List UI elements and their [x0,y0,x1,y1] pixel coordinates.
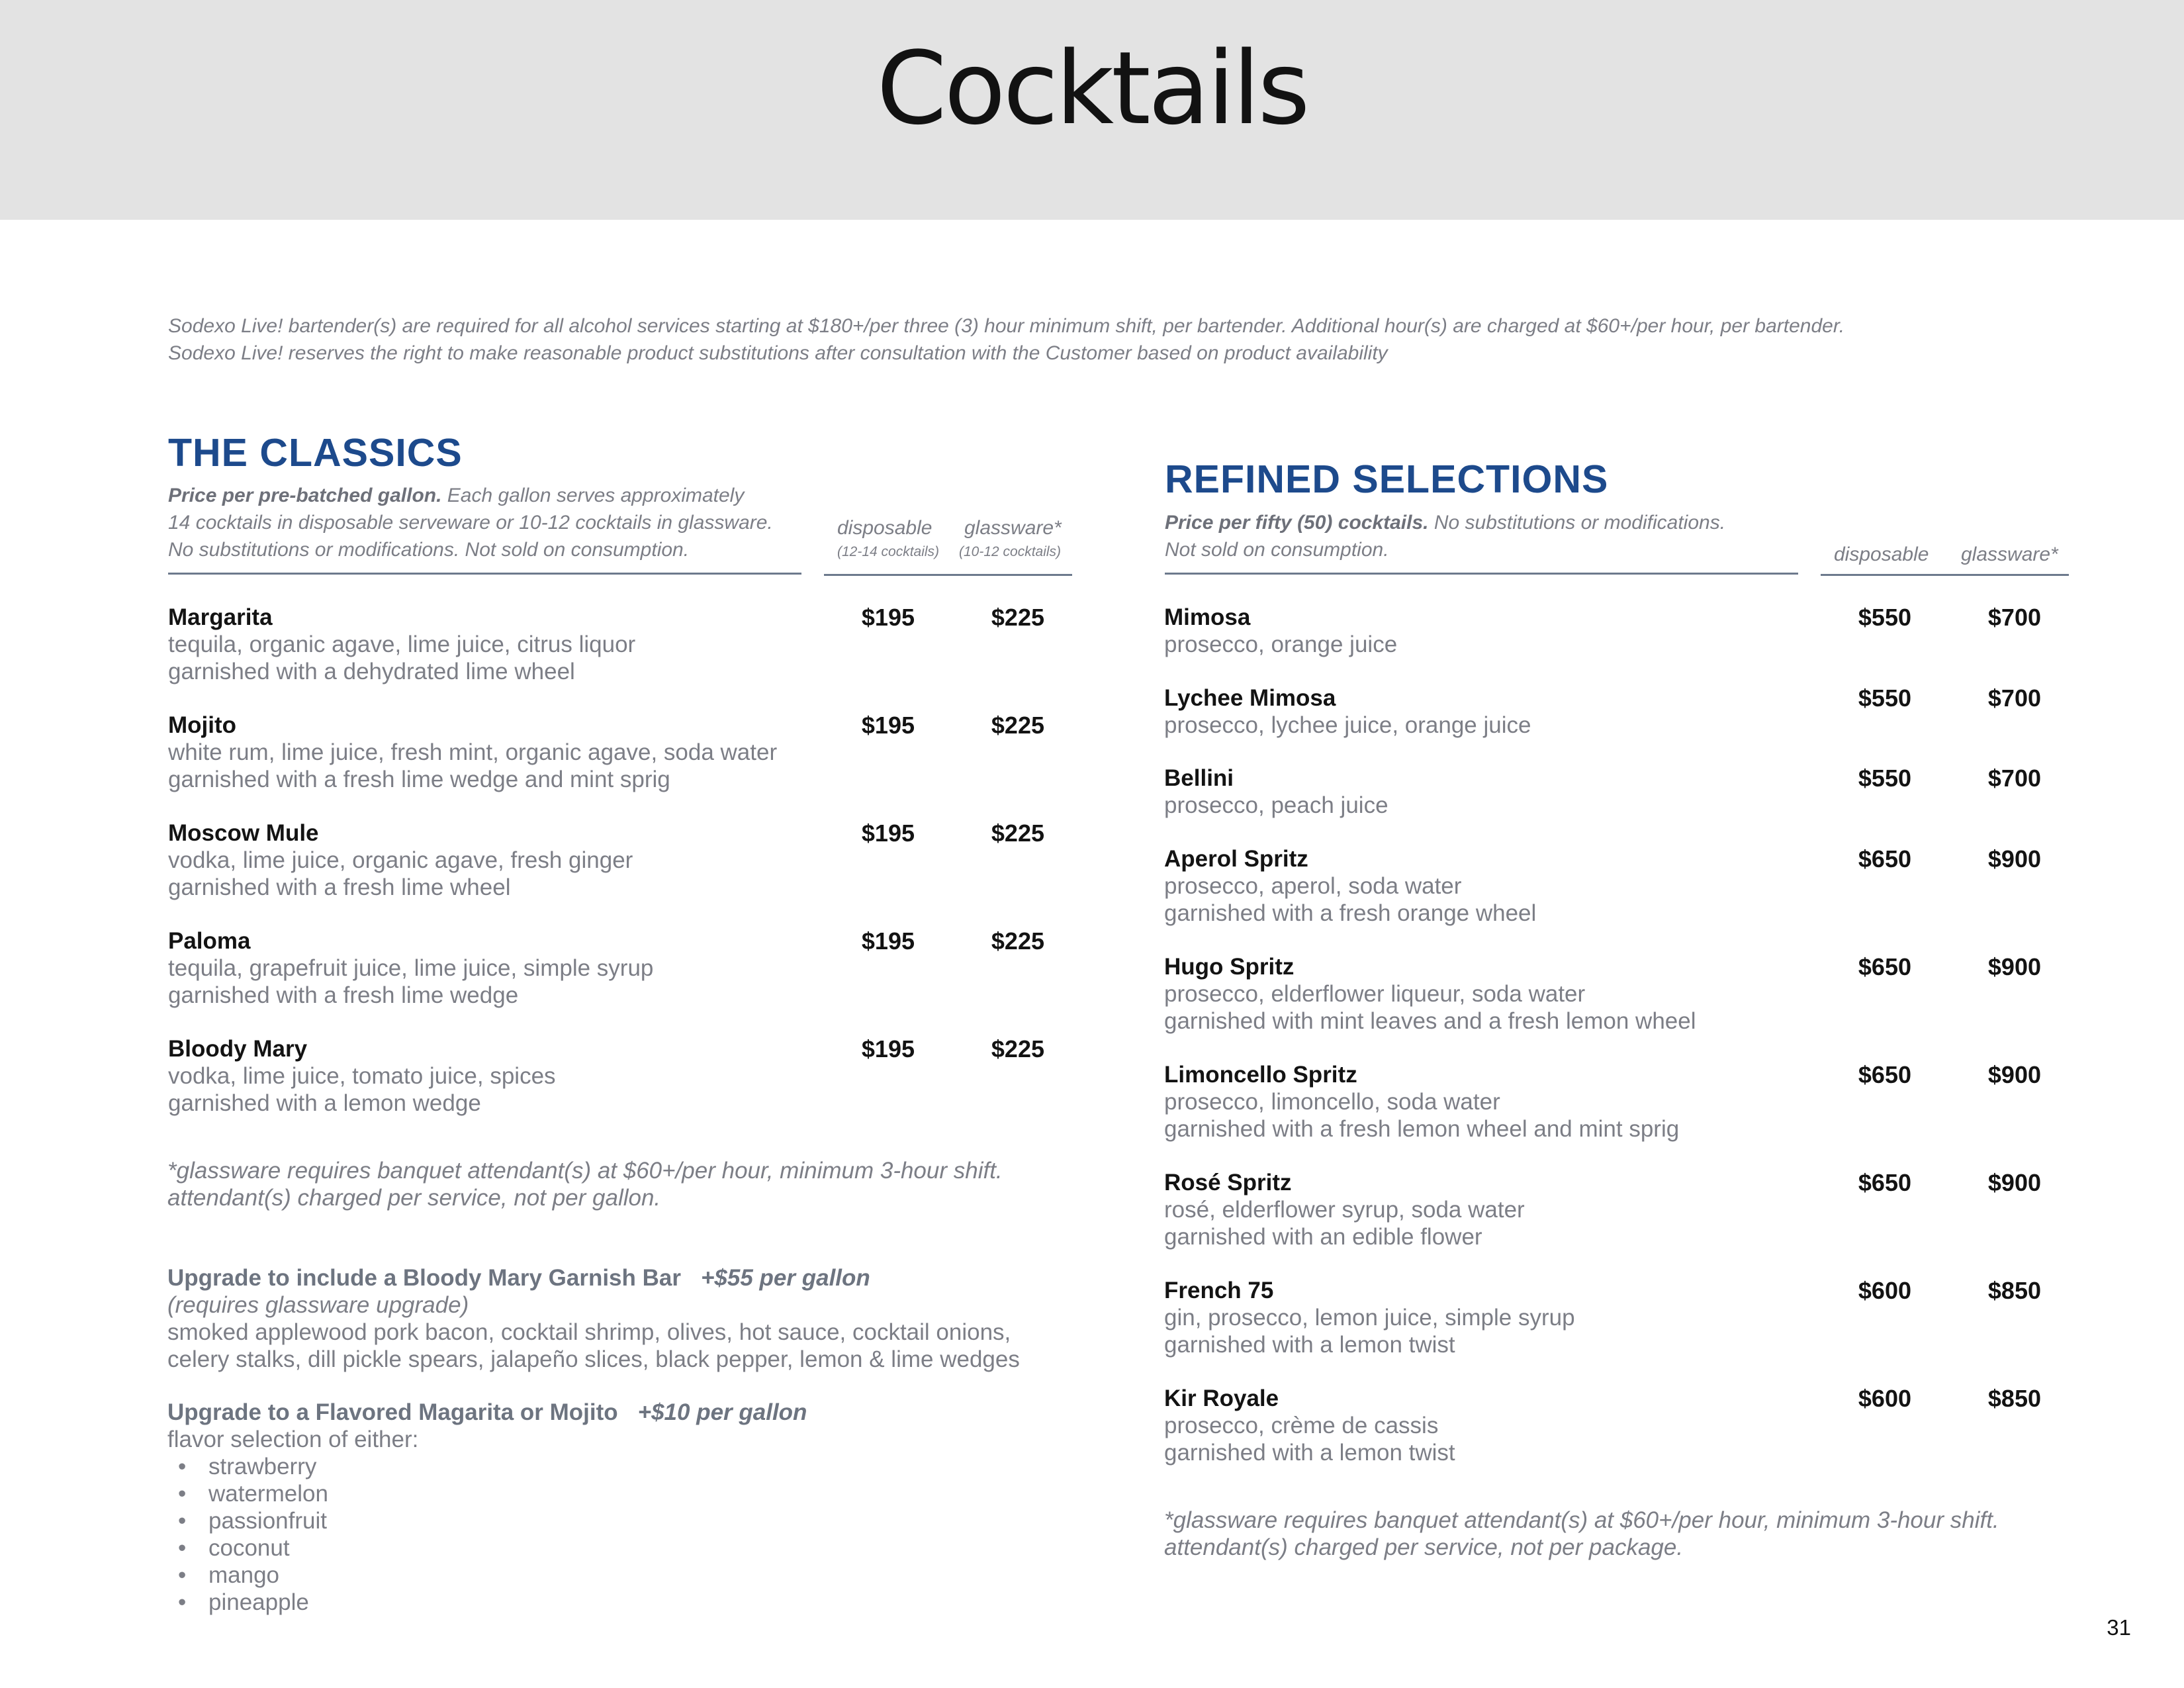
item-ingredients: white rum, lime juice, fresh mint, organic agave, soda water [168,739,778,765]
upgrade-line-2: celery stalks, dill pickle spears, jalapeño slices, black pepper, lemon & lime wedges [167,1346,1020,1372]
price-glassware: $225 [991,604,1044,631]
price-glassware: $850 [1987,1277,2041,1304]
page-title: Cocktails [876,30,1308,147]
upgrade-price: +$55 per gallon [700,1265,870,1291]
item-ingredients: gin, prosecco, lemon juice, simple syrup [1164,1305,1575,1331]
item-garnish: garnished with a lemon twist [1164,1332,1455,1358]
classics-col-disposable-sub: (12-14 cocktails) [837,544,940,559]
list-item [167,1534,1160,1562]
item-garnish: garnished with mint leaves and a fresh lemon wheel [1164,1008,1696,1034]
item-name: Paloma [168,928,251,954]
price-glassware: $225 [991,712,1044,739]
classics-note-line-1: Each gallon serves approximately [441,485,745,506]
item-garnish: garnished with a lemon wedge [168,1090,481,1116]
price-glassware: $700 [1987,684,2041,712]
classics-heading: THE CLASSICS [168,431,463,475]
classics-note-line-2: 14 cocktails in disposable serveware or 10-12 cocktails in glassware. [168,512,773,534]
item-ingredients: prosecco, limoncello, soda water [1164,1089,1500,1115]
item-garnish: garnished with a fresh lime wheel [168,874,511,900]
refined-note [1165,509,1827,563]
item-name: Bloody Mary [168,1036,308,1062]
price-disposable: $550 [1858,765,1911,792]
classics-col-disposable: disposable [837,517,933,539]
item-ingredients: prosecco, elderflower liqueur, soda water [1164,981,1586,1007]
refined-col-glassware: glassware* [1961,543,2058,565]
upgrade-flavored [167,1399,1160,1616]
refined-item-mimosa [1164,604,1826,658]
item-garnish: garnished with a dehydrated lime wheel [168,659,575,684]
price-glassware: $225 [991,927,1044,955]
classics-divider-left [168,573,801,575]
item-ingredients: prosecco, lychee juice, orange juice [1164,712,1531,738]
flavor-label: pineapple [208,1589,309,1615]
classics-col-glassware-sub: (10-12 cocktails) [959,544,1062,559]
item-ingredients: vodka, lime juice, tomato juice, spices [168,1063,556,1089]
list-item [167,1507,1160,1534]
price-glassware: $700 [1987,765,2041,792]
classics-note-line-3: No substitutions or modifications. Not sold on consumption. [168,539,690,561]
item-garnish: garnished with a fresh lime wedge and mint sprig [168,767,670,792]
item-garnish: garnished with a lemon twist [1164,1440,1455,1466]
price-disposable: $650 [1858,1169,1911,1196]
classics-item-moscow-mule [168,820,830,901]
item-name: Aperol Spritz [1164,846,1308,872]
flavor-label: mango [208,1562,280,1588]
price-disposable: $600 [1858,1385,1911,1412]
price-disposable: $550 [1858,604,1911,631]
refined-item-aperol-spritz [1164,845,1826,927]
list-item [167,1589,1160,1616]
item-name: Kir Royale [1164,1385,1279,1411]
item-name: Bellini [1164,765,1234,791]
refined-note-line-2: Not sold on consumption. [1165,539,1389,561]
price-disposable: $195 [861,712,915,739]
price-glassware: $850 [1987,1385,2041,1412]
refined-footnote-line-2: attendant(s) charged per service, not per package. [1164,1534,1684,1560]
upgrade-price: +$10 per gallon [637,1399,807,1425]
item-garnish: garnished with an edible flower [1164,1224,1482,1250]
item-ingredients: prosecco, crème de cassis [1164,1413,1439,1438]
price-glassware: $225 [991,1035,1044,1062]
item-name: Mojito [168,712,237,738]
item-name: Limoncello Spritz [1164,1062,1357,1088]
price-disposable: $650 [1858,953,1911,980]
refined-item-french-75 [1164,1277,1826,1358]
intro-line-1: Sodexo Live! bartender(s) are required for all alcohol services starting at $180+/per three (3) hour minimum shift, per bartender. Additional hour(s) are charged at $60+/per hour, per bartender. [168,315,1845,337]
price-disposable: $650 [1858,845,1911,872]
refined-footnote [1164,1507,2144,1561]
refined-divider-right [1821,574,2069,576]
refined-item-bellini [1164,765,1826,819]
bullet-icon: • [178,1481,187,1507]
item-ingredients: prosecco, aperol, soda water [1164,873,1462,899]
refined-col-disposable: disposable [1834,543,1929,565]
item-ingredients: rosé, elderflower syrup, soda water [1164,1197,1525,1223]
intro-text [168,312,2087,367]
item-ingredients: vodka, lime juice, organic agave, fresh ginger [168,847,633,873]
classics-item-mojito [168,712,830,793]
upgrade-line-1: smoked applewood pork bacon, cocktail shrimp, olives, hot sauce, cocktail onions, [167,1319,1011,1345]
flavor-label: coconut [208,1535,290,1561]
price-disposable: $650 [1858,1061,1911,1088]
classics-footnote-line-2: attendant(s) charged per service, not per gallon. [167,1185,661,1211]
item-ingredients: prosecco, orange juice [1164,632,1398,657]
upgrade-line-1: flavor selection of either: [167,1427,419,1452]
bullet-icon: • [178,1562,187,1588]
item-ingredients: prosecco, peach juice [1164,792,1388,818]
refined-item-rose-spritz [1164,1169,1826,1250]
list-item [167,1480,1160,1507]
page-number: 31 [2107,1615,2131,1640]
price-disposable: $195 [861,820,915,847]
refined-item-kir-royale [1164,1385,1826,1466]
refined-heading: REFINED SELECTIONS [1165,457,1609,501]
item-garnish: garnished with a fresh orange wheel [1164,900,1537,926]
classics-col-glassware: glassware* [964,517,1062,539]
item-ingredients: tequila, organic agave, lime juice, citrus liquor [168,632,636,657]
refined-footnote-line-1: *glassware requires banquet attendant(s) at $60+/per hour, minimum 3-hour shift. [1164,1507,1999,1533]
refined-item-limoncello-spritz [1164,1061,1826,1143]
classics-footnote [167,1157,1127,1211]
classics-note-bold: Price per pre-batched gallon. [168,485,442,506]
price-glassware: $900 [1987,953,2041,980]
item-garnish: garnished with a fresh lemon wheel and mint sprig [1164,1116,1680,1142]
price-glassware: $900 [1987,845,2041,872]
flavor-label: passionfruit [208,1508,327,1534]
item-name: Margarita [168,604,273,630]
item-garnish: garnished with a fresh lime wedge [168,982,519,1008]
item-ingredients: tequila, grapefruit juice, lime juice, simple syrup [168,955,654,981]
price-glassware: $700 [1987,604,2041,631]
upgrade-title: Upgrade to include a Bloody Mary Garnish Bar [167,1265,681,1291]
upgrade-note: (requires glassware upgrade) [167,1292,469,1318]
price-disposable: $195 [861,604,915,631]
bullet-icon: • [178,1535,187,1561]
refined-note-line-1: No substitutions or modifications. [1428,512,1726,534]
bullet-icon: • [178,1508,187,1534]
refined-item-hugo-spritz [1164,953,1826,1035]
upgrade-title: Upgrade to a Flavored Magarita or Mojito [167,1399,618,1425]
item-name: Lychee Mimosa [1164,685,1336,711]
price-glassware: $900 [1987,1061,2041,1088]
price-disposable: $195 [861,927,915,955]
refined-note-bold: Price per fifty (50) cocktails. [1165,512,1429,534]
classics-item-margarita [168,604,830,685]
upgrade-garnish-bar [167,1264,1160,1373]
classics-item-paloma [168,927,830,1009]
classics-note [168,482,817,563]
flavor-label: strawberry [208,1454,317,1479]
list-item [167,1453,1160,1480]
refined-item-lychee-mimosa [1164,684,1826,739]
price-glassware: $225 [991,820,1044,847]
flavor-list [167,1453,1160,1616]
item-name: Mimosa [1164,604,1251,630]
price-disposable: $550 [1858,684,1911,712]
price-disposable: $195 [861,1035,915,1062]
item-name: French 75 [1164,1278,1274,1303]
price-glassware: $900 [1987,1169,2041,1196]
flavor-label: watermelon [208,1481,328,1507]
price-disposable: $600 [1858,1277,1911,1304]
bullet-icon: • [178,1589,187,1615]
item-name: Moscow Mule [168,820,319,846]
classics-divider-right [824,574,1072,576]
list-item [167,1562,1160,1589]
item-name: Rosé Spritz [1164,1170,1292,1196]
classics-item-bloody-mary [168,1035,830,1117]
refined-divider-left [1165,573,1798,575]
item-name: Hugo Spritz [1164,954,1295,980]
intro-line-2: Sodexo Live! reserves the right to make reasonable product substitutions after consultation with the Customer based on product availability [168,342,1388,364]
bullet-icon: • [178,1454,187,1479]
classics-footnote-line-1: *glassware requires banquet attendant(s) at $60+/per hour, minimum 3-hour shift. [167,1158,1003,1184]
